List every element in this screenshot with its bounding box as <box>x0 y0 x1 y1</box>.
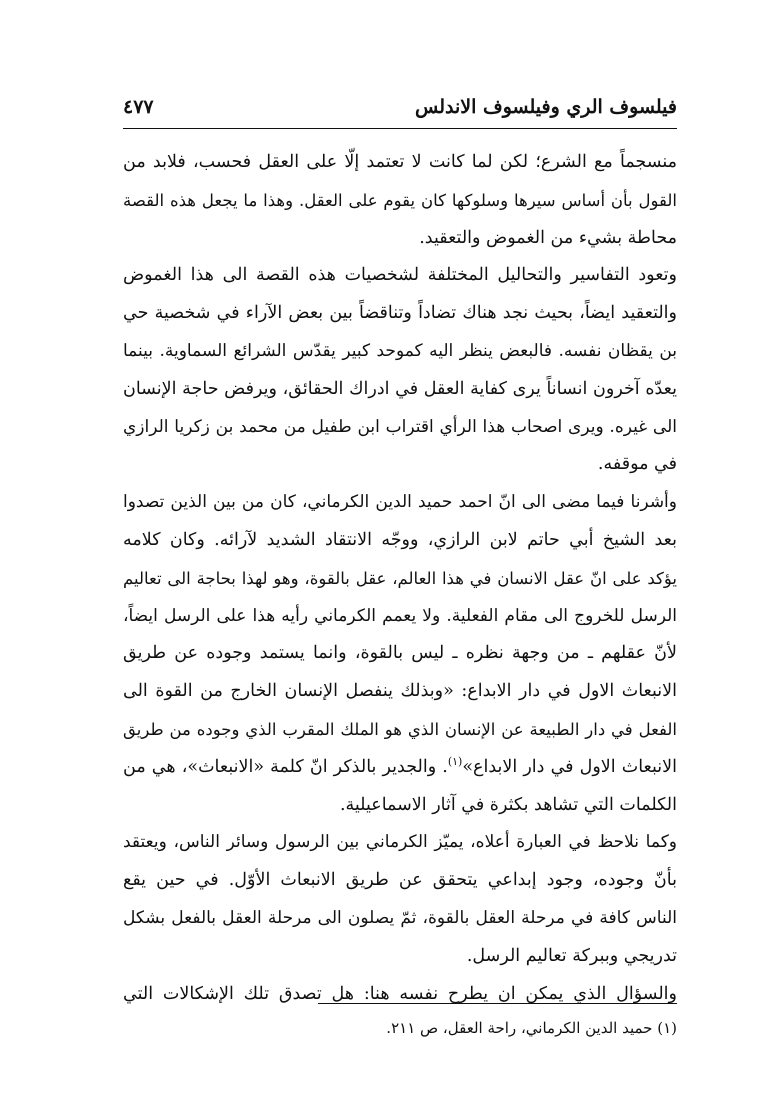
text-line: والتعقيد ايضاً، بحيث نجد هناك تضاداً وتناقضاً بين بعض الآراء في شخصية حي <box>123 303 677 324</box>
text-line: الناس كافة في مرحلة العقل بالقوة، ثمّ يصلون الى مرحلة العقل بالفعل بشكل <box>123 907 677 928</box>
text-segment: . والجدير بالذكر انّ كلمة «الانبعاث»، هي من <box>123 756 448 777</box>
text-line: الى غيره. ويرى اصحاب هذا الرأي اقتراب ابن طفيل من محمد بن زكريا الرازي <box>123 416 677 437</box>
text-line: لأنّ عقلهم ـ من وجهة نظره ـ ليس بالقوة، وانما يستمد وجوده عن طريق <box>123 643 677 664</box>
text-line: وكما نلاحظ في العبارة أعلاه، يميّز الكرماني بين الرسول وسائر الناس، ويعتقد <box>123 832 677 853</box>
text-line: والسؤال الذي يمكن ان يطرح نفسه هنا: هل تصدق تلك الإشكالات التي <box>123 983 677 1004</box>
text-line: الفعل في دار الطبيعة عن الإنسان الذي هو الملك المقرب الذي وجوده من طريق <box>123 719 677 739</box>
footnote-reference[interactable]: (١) <box>447 754 463 768</box>
text-line: الرسل للخروج الى مقام الفعلية. ولا يعمم الكرماني رأيه هذا على الرسل ايضاً، <box>123 605 677 626</box>
footnote-rule <box>318 1003 677 1004</box>
body-text <box>123 144 677 1013</box>
header-rule <box>123 128 677 129</box>
text-line: يؤكد على انّ عقل الانسان في هذا العالم، عقل بالقوة، وهو لهذا بحاجة الى تعاليم <box>123 568 677 588</box>
text-line: بن يقظان نفسه. فالبعض ينظر اليه كموحد كبير يقدّس الشرائع السماوية. بينما <box>123 340 677 361</box>
text-line: وتعود التفاسير والتحاليل المختلفة لشخصيات هذه القصة الى هذا الغموض <box>123 265 677 286</box>
text-line: محاطة بشيء من الغموض والتعقيد. <box>419 227 677 248</box>
text-segment: الانبعاث الاول في دار الابداع» <box>462 756 677 777</box>
text-line: الكلمات التي تشاهد بكثرة في آثار الاسماعيلية. <box>339 794 677 815</box>
page-header <box>123 88 677 126</box>
footnote: (١) حميد الدين الكرماني، راحة العقل، ص ٢١١. <box>386 1019 677 1037</box>
text-line <box>123 749 677 787</box>
text-line: الانبعاث الاول في دار الابداع: «وبذلك ينفصل الإنسان الخارج من القوة الى <box>123 681 677 702</box>
text-line: القول بأن أساس سيرها وسلوكها كان يقوم على العقل. وهذا ما يجعل هذه القصة <box>123 190 677 210</box>
text-line: يعدّه آخرون انساناً يرى كفاية العقل في ادراك الحقائق، ويرفض حاجة الإنسان <box>123 378 677 399</box>
text-line: تدريجي وببركة تعاليم الرسل. <box>466 945 677 966</box>
text-line: في موقفه. <box>597 454 677 475</box>
text-line: وأشرنا فيما مضى الى انّ احمد حميد الدين الكرماني، كان من بين الذين تصدوا <box>123 492 677 513</box>
text-line: بأنّ وجوده، وجود إبداعي يتحقق عن طريق الانبعاث الأوّل. في حين يقع <box>123 870 677 891</box>
running-title: فيلسوف الري وفيلسوف الاندلس <box>415 96 677 118</box>
page-number: ٤٧٧ <box>123 96 154 118</box>
text-line: منسجماً مع الشرع؛ لكن لما كانت لا تعتمد إلّا على العقل فحسب، فلابد من <box>123 152 677 172</box>
text-line: بعد الشيخ أبي حاتم لابن الرازي، ووجّه الانتقاد الشديد لآرائه. وكان كلامه <box>123 529 677 550</box>
